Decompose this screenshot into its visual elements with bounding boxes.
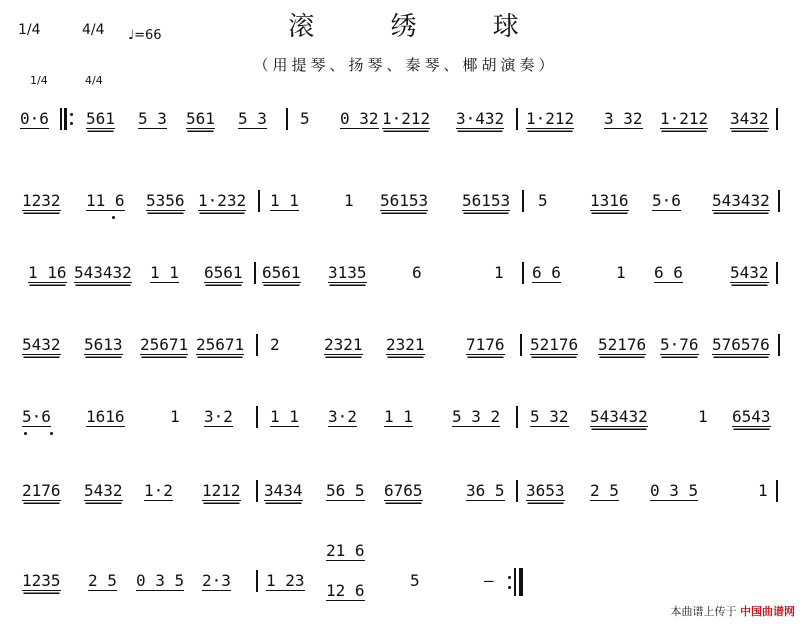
barline	[520, 334, 522, 356]
note-group: 6 6	[654, 263, 683, 282]
note-group: 2 5	[590, 481, 619, 500]
note-group: 5356	[146, 191, 185, 210]
note-group: 7176	[466, 335, 505, 354]
meter-change-2: 4/4	[85, 74, 103, 87]
barline	[516, 480, 518, 502]
note-group: 52176	[598, 335, 647, 354]
meter-signature-2: 4/4	[82, 22, 105, 38]
note-group: 5	[410, 571, 420, 590]
low-octave-dot	[24, 432, 27, 435]
note-group: 3·2	[328, 407, 357, 426]
note-group: 5 32	[530, 407, 569, 426]
page-title: 滚 绣 球	[288, 12, 553, 42]
note-group: 1	[170, 407, 180, 426]
barline	[256, 480, 258, 502]
credit-text: 本曲谱上传于	[670, 605, 737, 618]
barline	[778, 190, 780, 212]
note-group: 1	[344, 191, 354, 210]
note-group: 0·6	[20, 109, 49, 128]
barline	[778, 334, 780, 356]
note-group: 3·2	[204, 407, 233, 426]
site-logo: 中国曲谱网	[740, 605, 795, 618]
note-group: 2·3	[202, 571, 231, 590]
note-group: 1 1	[384, 407, 413, 426]
note-group: 56 5	[326, 481, 365, 500]
barline	[286, 108, 288, 130]
note-group: 5·6	[652, 191, 681, 210]
note-group: 5 3 2	[452, 407, 501, 426]
note-group-upper: 21 6	[326, 541, 365, 560]
note-group: 1 23	[266, 571, 305, 590]
barline	[522, 190, 524, 212]
note-group: 1 16	[28, 263, 67, 282]
note-group: 3434	[264, 481, 303, 500]
note-group: 3432	[730, 109, 769, 128]
note-group: 2321	[324, 335, 363, 354]
barline	[258, 190, 260, 212]
note-group: 3653	[526, 481, 565, 500]
note-group: 52176	[530, 335, 579, 354]
note-group: 2321	[386, 335, 425, 354]
upload-credit	[671, 603, 796, 619]
note-group: 1	[758, 481, 768, 500]
note-group-lower: 12 6	[326, 581, 365, 600]
note-group: 5432	[730, 263, 769, 282]
note-group: 3 32	[604, 109, 643, 128]
score-row-1	[0, 104, 811, 164]
note-group: 6	[412, 263, 422, 282]
note-group: 1·232	[198, 191, 247, 210]
note-group: 543432	[712, 191, 770, 210]
note-group: 6561	[204, 263, 243, 282]
note-group: 1	[494, 263, 504, 282]
barline	[256, 570, 258, 592]
note-group: 5 3	[138, 109, 167, 128]
note-group: 5613	[84, 335, 123, 354]
note-group: 1616	[86, 407, 125, 426]
note-group: 6561	[262, 263, 301, 282]
note-group: 2 5	[88, 571, 117, 590]
repeat-barline	[64, 108, 67, 130]
note-group: 1 1	[150, 263, 179, 282]
note-group: 3135	[328, 263, 367, 282]
note-group: —	[484, 571, 494, 590]
note-group: 576576	[712, 335, 770, 354]
repeat-dot	[508, 576, 511, 579]
note-group: 1·212	[382, 109, 431, 128]
note-group: 5	[300, 109, 310, 128]
note-group: 56153	[462, 191, 511, 210]
score-row-6	[0, 476, 811, 536]
note-group: 1 1	[270, 407, 299, 426]
repeat-dot	[508, 586, 511, 589]
note-group: 36 5	[466, 481, 505, 500]
barline	[776, 262, 778, 284]
meter-signature-1: 1/4	[18, 22, 41, 38]
note-group: 1	[616, 263, 626, 282]
note-group: 2	[270, 335, 280, 354]
barline	[514, 568, 516, 596]
note-group: 6543	[732, 407, 771, 426]
note-group: 543432	[74, 263, 132, 282]
score-row-3	[0, 258, 811, 318]
tempo-mark: ♩=66	[128, 28, 162, 43]
barline	[516, 108, 518, 130]
low-octave-dot	[50, 432, 53, 435]
repeat-dot	[70, 122, 73, 125]
barline	[516, 406, 518, 428]
note-group: 6765	[384, 481, 423, 500]
note-group: 5·6	[22, 407, 51, 426]
note-group: 561	[186, 109, 215, 128]
barline	[60, 108, 62, 130]
note-group: 6 6	[532, 263, 561, 282]
instrumentation-subtitle: （用提琴、扬琴、秦琴、椰胡演奏）	[253, 56, 558, 74]
repeat-dot	[70, 113, 73, 116]
note-group: 1·212	[660, 109, 709, 128]
note-group: 1232	[22, 191, 61, 210]
note-group: 25671	[196, 335, 245, 354]
note-group: 11 6	[86, 191, 125, 210]
barline	[256, 334, 258, 356]
barline	[776, 108, 778, 130]
barline	[254, 262, 256, 284]
note-group: 5	[538, 191, 548, 210]
note-group: 5·76	[660, 335, 699, 354]
note-group: 0 3 5	[650, 481, 699, 500]
note-group: 1·2	[144, 481, 173, 500]
note-group: 1	[698, 407, 708, 426]
score-row-4	[0, 330, 811, 390]
note-group: 561	[86, 109, 115, 128]
note-group: 56153	[380, 191, 429, 210]
note-group: 2176	[22, 481, 61, 500]
note-group: 5432	[84, 481, 123, 500]
note-group: 25671	[140, 335, 189, 354]
note-group: 1·212	[526, 109, 575, 128]
barline	[522, 262, 524, 284]
note-group: 0 3 5	[136, 571, 185, 590]
note-group: 543432	[590, 407, 648, 426]
note-group: 1 1	[270, 191, 299, 210]
note-group: 0 32	[340, 109, 379, 128]
note-group: 5 3	[238, 109, 267, 128]
score-row-5	[0, 402, 811, 462]
score-row-2	[0, 186, 811, 246]
note-group: 5432	[22, 335, 61, 354]
barline	[256, 406, 258, 428]
barline	[776, 480, 778, 502]
note-group: 3·432	[456, 109, 505, 128]
final-barline	[519, 568, 523, 596]
note-group: 1235	[22, 571, 61, 590]
note-group: 1212	[202, 481, 241, 500]
note-group: 1316	[590, 191, 629, 210]
meter-change-1: 1/4	[30, 74, 48, 87]
low-octave-dot	[112, 216, 115, 219]
